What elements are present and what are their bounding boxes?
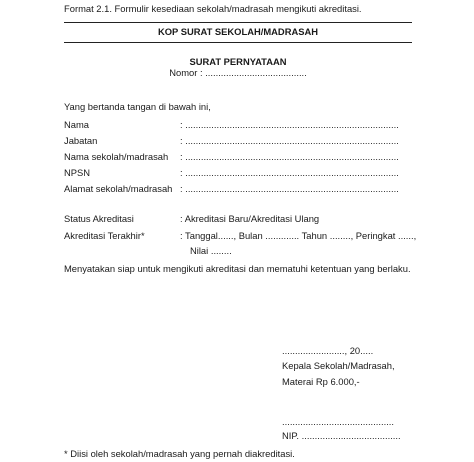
footnote: * Diisi oleh sekolah/madrasah yang pernah diakreditasi.	[64, 448, 295, 459]
letter-title: SURAT PERNYATAAN	[189, 56, 287, 67]
field-label-nama: Nama	[64, 119, 90, 130]
kop-top-rule	[64, 22, 412, 23]
field-label-nama-sekolah: Nama sekolah/madrasah	[64, 151, 169, 162]
status-akreditasi-value: : Akreditasi Baru/Akreditasi Ulang	[180, 213, 320, 224]
signature-name-line: ...........................................	[282, 416, 395, 427]
field-value-alamat: : ..................................................................................	[180, 183, 399, 194]
akreditasi-terakhir-label: Akreditasi Terakhir*	[64, 230, 145, 241]
akreditasi-terakhir-value: : Tanggal......, Bulan ............. Tahun ........, Peringkat ......,	[180, 230, 417, 241]
letter-number: Nomor : .......................................	[169, 67, 307, 78]
signature-date-line: ........................, 20.....	[282, 345, 374, 356]
field-label-npsn: NPSN	[64, 167, 91, 178]
signature-stamp: Materai Rp 6.000,-	[282, 376, 360, 387]
status-akreditasi-label: Status Akreditasi	[64, 213, 134, 224]
akreditasi-terakhir-nilai: Nilai ........	[190, 245, 232, 256]
field-label-alamat: Alamat sekolah/madrasah	[64, 183, 173, 194]
kop-bottom-rule	[64, 42, 412, 43]
format-caption: Format 2.1. Formulir kesediaan sekolah/madrasah mengikuti akreditasi.	[64, 3, 362, 14]
signature-nip-line: NIP. ......................................	[282, 430, 401, 441]
field-value-jabatan: : ..................................................................................	[180, 135, 399, 146]
intro-text: Yang bertanda tangan di bawah ini,	[64, 101, 211, 112]
field-label-jabatan: Jabatan	[64, 135, 98, 146]
kop-title: KOP SURAT SEKOLAH/MADRASAH	[157, 26, 319, 37]
field-value-npsn: : ..................................................................................	[180, 167, 399, 178]
signature-position: Kepala Sekolah/Madrasah,	[282, 360, 395, 371]
field-value-nama-sekolah: : ..................................................................................	[180, 151, 399, 162]
statement-text: Menyatakan siap untuk mengikuti akreditasi dan mematuhi ketentuan yang berlaku.	[64, 263, 411, 274]
field-value-nama: : ..................................................................................	[180, 119, 399, 130]
